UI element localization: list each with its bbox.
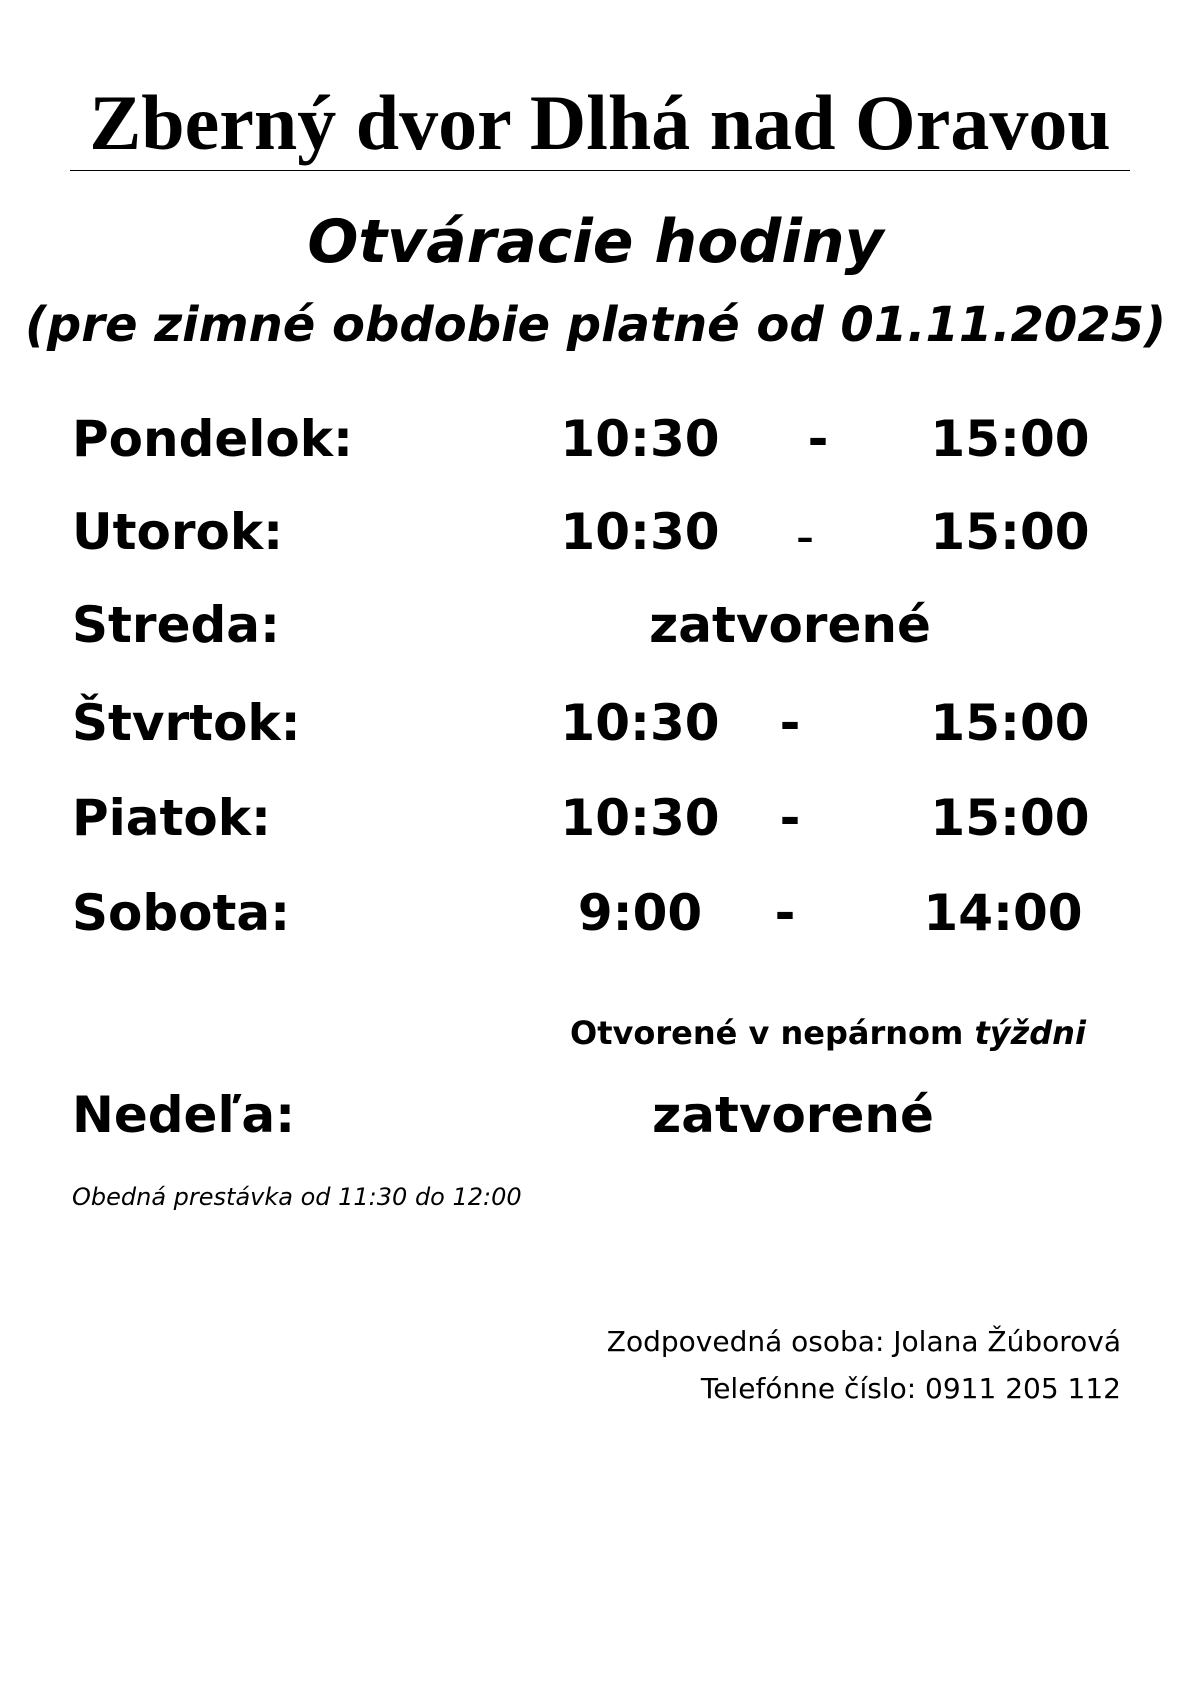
schedule-row-saturday [0,878,1191,948]
open-time: 10:30 [560,503,720,561]
close-time: 15:00 [930,694,1090,752]
title-underline [70,170,1130,171]
schedule-row-friday [0,783,1191,853]
odd-week-text: Otvorené v nepárnom [570,1014,975,1052]
schedule-row-wednesday [0,590,1191,660]
day-label: Pondelok: [72,410,354,468]
close-time: 15:00 [930,789,1090,847]
time-separator: – [796,518,814,558]
season-validity-note: (pre zimné obdobie platné od 01.11.2025) [24,297,1167,353]
time-separator: - [807,410,829,468]
day-label: Nedeľa: [72,1086,296,1144]
opening-hours-heading: Otváracie hodiny [307,207,884,277]
odd-week-emphasis: týždni [974,1014,1086,1052]
day-label: Štvrtok: [72,694,301,752]
open-time: 9:00 [577,884,703,942]
close-time: 14:00 [923,884,1083,942]
close-time: 15:00 [930,503,1090,561]
saturday-odd-week-note [570,1010,1086,1056]
day-label: Utorok: [72,503,284,561]
schedule-row-thursday [0,688,1191,758]
closed-label: zatvorené [649,596,931,654]
closed-label: zatvorené [652,1086,934,1144]
open-time: 10:30 [560,410,720,468]
schedule-row-monday [0,404,1191,474]
day-label: Piatok: [72,789,272,847]
open-time: 10:30 [560,694,720,752]
time-separator: - [774,884,796,942]
schedule-row-sunday [0,1080,1191,1150]
close-time: 15:00 [930,410,1090,468]
day-label: Sobota: [72,884,291,942]
responsible-person: Zodpovedná osoba: Jolana Žúborová [606,1325,1121,1358]
lunch-break-note: Obedná prestávka od 11:30 do 12:00 [72,1183,522,1211]
time-separator: - [779,789,801,847]
time-separator: - [779,694,801,752]
open-time: 10:30 [560,789,720,847]
phone-number: Telefónne číslo: 0911 205 112 [700,1372,1121,1405]
page-title: Zberný dvor Dlhá nad Oravou [89,79,1111,166]
schedule-row-tuesday [0,497,1191,567]
day-label: Streda: [72,596,281,654]
